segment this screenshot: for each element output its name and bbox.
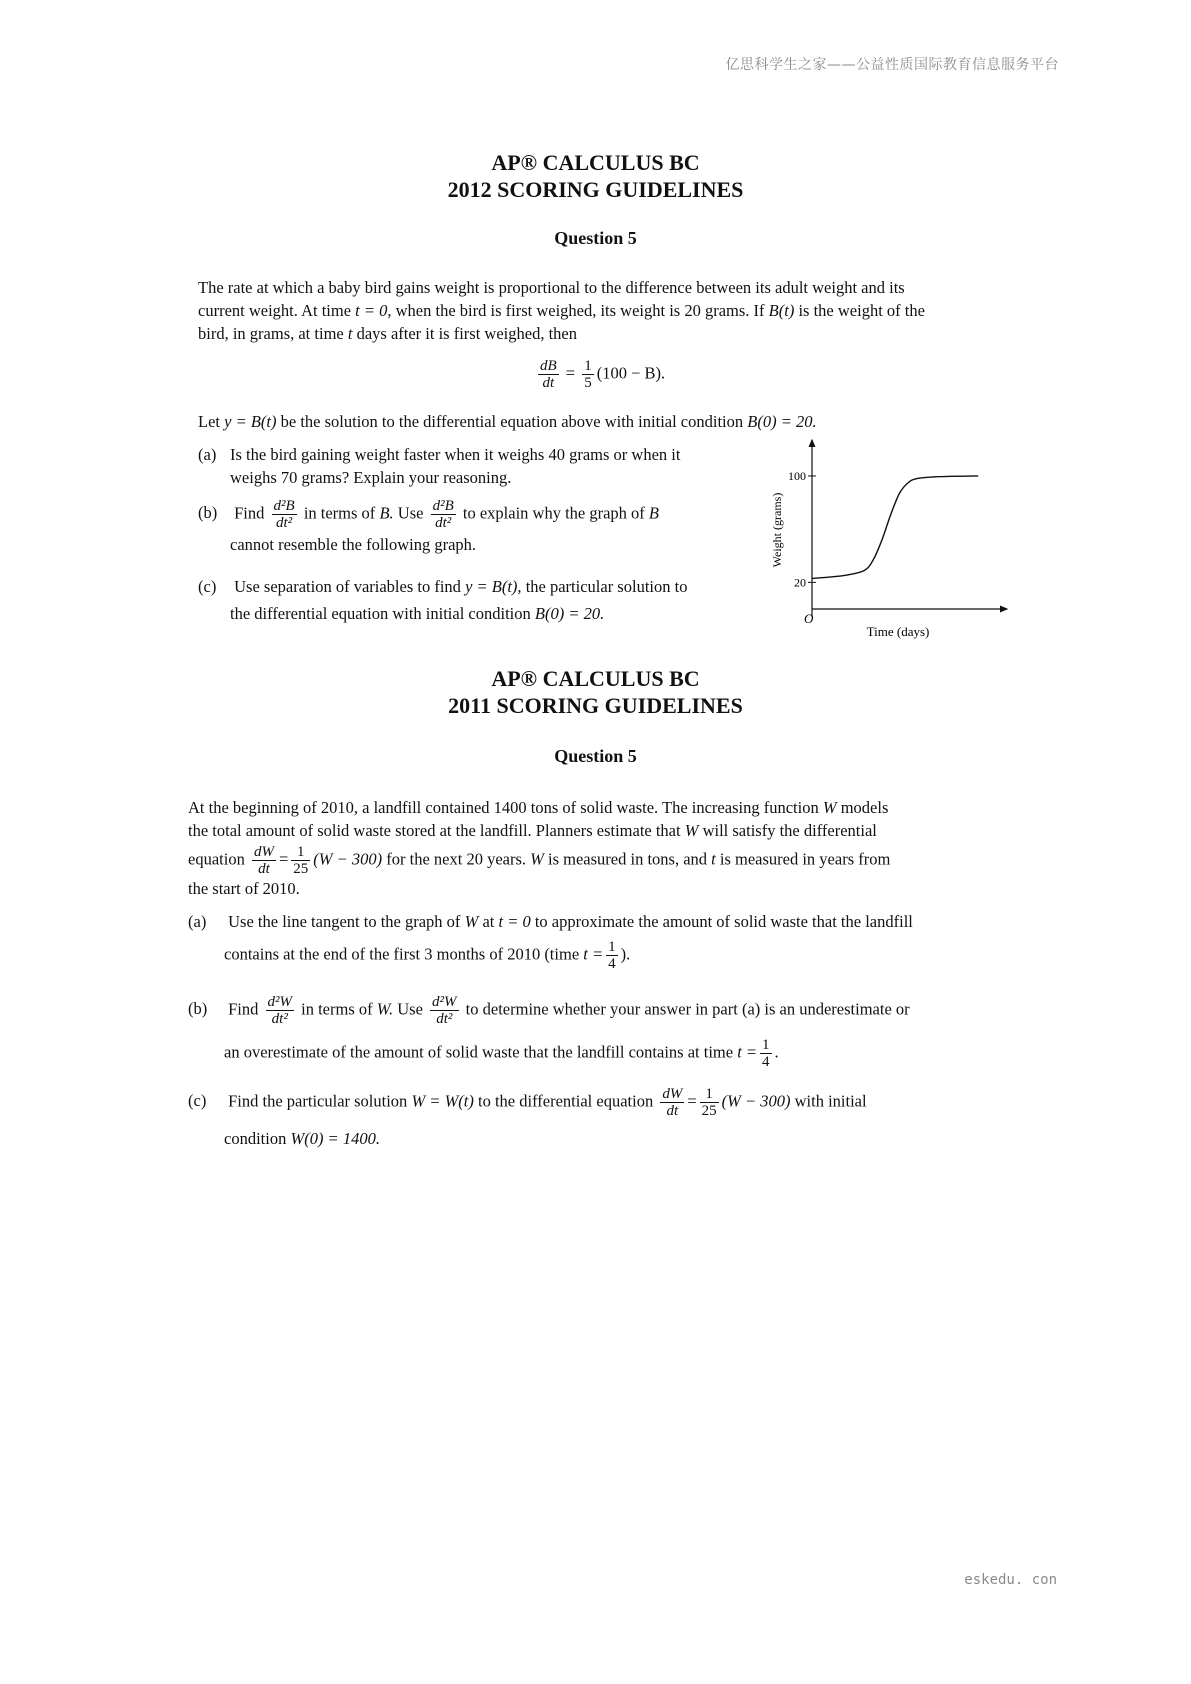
text: to the differential equation: [478, 1091, 654, 1111]
footer-domain: eskedu. con: [964, 1572, 1057, 1588]
part-a-2012: [198, 443, 758, 489]
part-c-2012: [198, 575, 758, 625]
text: the particular solution to: [525, 577, 688, 596]
math: W: [464, 912, 479, 931]
text: Use separation of variables to find: [234, 577, 461, 596]
text: Find: [228, 999, 259, 1019]
numerator: dB: [540, 358, 557, 374]
text: in terms of: [303, 503, 376, 523]
numerator: 1: [291, 844, 310, 861]
text: equation: [188, 849, 245, 869]
item-label: (c): [188, 1091, 207, 1111]
text: bird, in grams, at time: [198, 324, 344, 343]
numerator: d²B: [432, 498, 454, 514]
math: W: [822, 798, 837, 817]
text: Use: [397, 999, 423, 1019]
denominator: dt²: [435, 515, 452, 531]
math: (W − 300): [721, 1091, 791, 1111]
numerator: 1: [762, 1037, 770, 1053]
text: Find the particular solution: [228, 1091, 408, 1111]
math: t = 0: [498, 912, 531, 931]
math: W = W(t): [411, 1091, 474, 1111]
title-2011-line1: AP® CALCULUS BC: [491, 666, 700, 691]
site-header-text: 亿思科学生之家——公益性质国际教育信息服务平台: [725, 57, 1059, 73]
numerator: d²B: [273, 498, 295, 514]
title-2012-line2: 2012 SCORING GUIDELINES: [447, 177, 744, 202]
item-label: (b): [188, 999, 208, 1019]
title-2012-line1: AP® CALCULUS BC: [491, 150, 700, 175]
text: At the beginning of 2010, a landfill contained 1400 tons of solid waste. The increasing function: [188, 798, 819, 817]
fraction-one-fifth: [582, 358, 594, 391]
y-tick-label: 20: [794, 575, 806, 590]
text: the total amount of solid waste stored at the landfill. Planners estimate that: [188, 821, 681, 840]
part-a-2011: [188, 910, 1018, 972]
y-tick-label: 100: [788, 468, 806, 483]
text: is measured in years from: [719, 849, 891, 869]
text: in terms of: [301, 999, 373, 1019]
fraction-d2W-dt2: [266, 994, 295, 1027]
text: Use: [397, 503, 424, 523]
numerator: dW: [662, 1086, 683, 1102]
math: t =: [737, 1042, 758, 1062]
title-2011-line2: 2011 SCORING GUIDELINES: [448, 693, 743, 718]
numerator: 1: [584, 358, 592, 374]
intro-2012: [198, 276, 1018, 345]
denominator: dt²: [276, 515, 293, 531]
equals: =: [687, 1091, 697, 1111]
equation-2012: [535, 358, 665, 391]
text: for the next 20 years.: [386, 849, 527, 869]
weight-curve: [812, 476, 978, 578]
text: when the bird is first weighed, its weight is 20 grams. If: [395, 301, 765, 320]
math: B(0) = 20.: [747, 412, 817, 431]
item-label: (a): [188, 912, 207, 931]
part-c-2011: [188, 1086, 1018, 1150]
math: y = B(t): [224, 412, 277, 431]
fraction-d2B-dt2: [431, 498, 456, 531]
equation-rest: (100 − B).: [596, 363, 666, 383]
intro-line: The rate at which a baby bird gains weight is proportional to the difference between its adult weight and its: [198, 278, 905, 297]
question-label-2011: Question 5: [554, 746, 637, 766]
denominator: dt: [258, 861, 270, 877]
math: B(0) = 20.: [534, 604, 605, 623]
part-b-2012: [198, 498, 758, 556]
fraction-quarter: [606, 939, 618, 972]
denominator: dt²: [271, 1011, 288, 1027]
text: is measured in tons, and: [548, 849, 708, 869]
numerator: dW: [253, 844, 274, 860]
math: W: [530, 849, 544, 869]
math: B(t): [768, 301, 795, 320]
denominator: dt: [666, 1103, 679, 1119]
math: t: [711, 849, 716, 869]
y-axis-label: Weight (grams): [770, 492, 784, 568]
text: days after it is first weighed, then: [356, 324, 577, 343]
fraction-dB-dt: [538, 358, 559, 391]
math: t = 0,: [355, 301, 392, 320]
denominator: 5: [584, 375, 592, 391]
numerator: d²W: [267, 994, 293, 1010]
math: (W − 300): [313, 849, 383, 869]
part-b-2011: [188, 994, 1018, 1070]
text: weighs 70 grams? Explain your reasoning.: [230, 468, 512, 487]
math: t =: [583, 944, 604, 964]
equals: =: [565, 363, 576, 383]
numerator: d²W: [432, 994, 457, 1010]
text: with initial: [794, 1091, 867, 1111]
fraction-d2W-dt2: [430, 994, 459, 1027]
text: is the weight of the: [798, 301, 925, 320]
math: t: [347, 324, 353, 343]
text: to explain why the graph of: [462, 503, 645, 523]
denominator: 4: [762, 1054, 770, 1070]
text: Use the line tangent to the graph of: [228, 912, 461, 931]
text: models: [840, 798, 889, 817]
denominator: 4: [608, 956, 616, 972]
fraction-1-25: [700, 1086, 719, 1119]
math: W: [684, 821, 699, 840]
fraction-dW-dt: [660, 1086, 684, 1119]
fraction-1-25: [291, 844, 310, 877]
equals: =: [278, 849, 289, 869]
weight-graph: [762, 430, 1022, 645]
text: ).: [620, 944, 631, 964]
numerator: 1: [700, 1086, 719, 1103]
text: to approximate the amount of solid waste that the landfill: [534, 912, 913, 931]
text: the start of 2010.: [188, 879, 300, 898]
denominator: 25: [701, 1103, 717, 1119]
question-label-2012: Question 5: [554, 228, 637, 248]
origin-label: O: [804, 611, 814, 626]
math: y = B(t),: [465, 577, 522, 596]
item-label: (a): [198, 445, 217, 464]
fraction-dW-dt: [252, 844, 276, 877]
fraction-quarter: [760, 1037, 772, 1070]
denominator: dt²: [436, 1011, 453, 1027]
math: B: [648, 503, 660, 523]
text: contains at the end of the first 3 months of 2010 (time: [224, 944, 580, 964]
intro-line: [198, 299, 1018, 322]
x-axis-label: Time (days): [866, 624, 930, 639]
text: be the solution to the differential equation above with initial condition: [280, 412, 744, 431]
text: Is the bird gaining weight faster when it weighs 40 grams or when it: [230, 445, 681, 464]
text: an overestimate of the amount of solid waste that the landfill contains at time: [224, 1042, 734, 1062]
text: Let: [198, 412, 220, 431]
math: W(0) = 1400.: [290, 1129, 380, 1148]
text: the differential equation with initial condition: [230, 604, 531, 623]
text: Find: [234, 503, 265, 523]
intro-line: [198, 322, 1018, 345]
fraction-d2B-dt2: [272, 498, 297, 531]
text: cannot resemble the following graph.: [230, 535, 477, 554]
text: current weight. At time: [198, 301, 352, 320]
text: .: [774, 1042, 779, 1062]
text: will satisfy the differential: [702, 821, 877, 840]
intro-2011: [188, 796, 1018, 900]
numerator: 1: [608, 939, 616, 955]
item-label: (b): [198, 503, 218, 523]
math: W.: [376, 999, 394, 1019]
denominator: 25: [293, 861, 309, 877]
denominator: dt: [542, 375, 555, 391]
math: B.: [379, 503, 394, 523]
text: condition: [224, 1129, 287, 1148]
item-label: (c): [198, 577, 217, 596]
text: to determine whether your answer in part (a) is an underestimate or: [465, 999, 910, 1019]
text: at: [482, 912, 495, 931]
